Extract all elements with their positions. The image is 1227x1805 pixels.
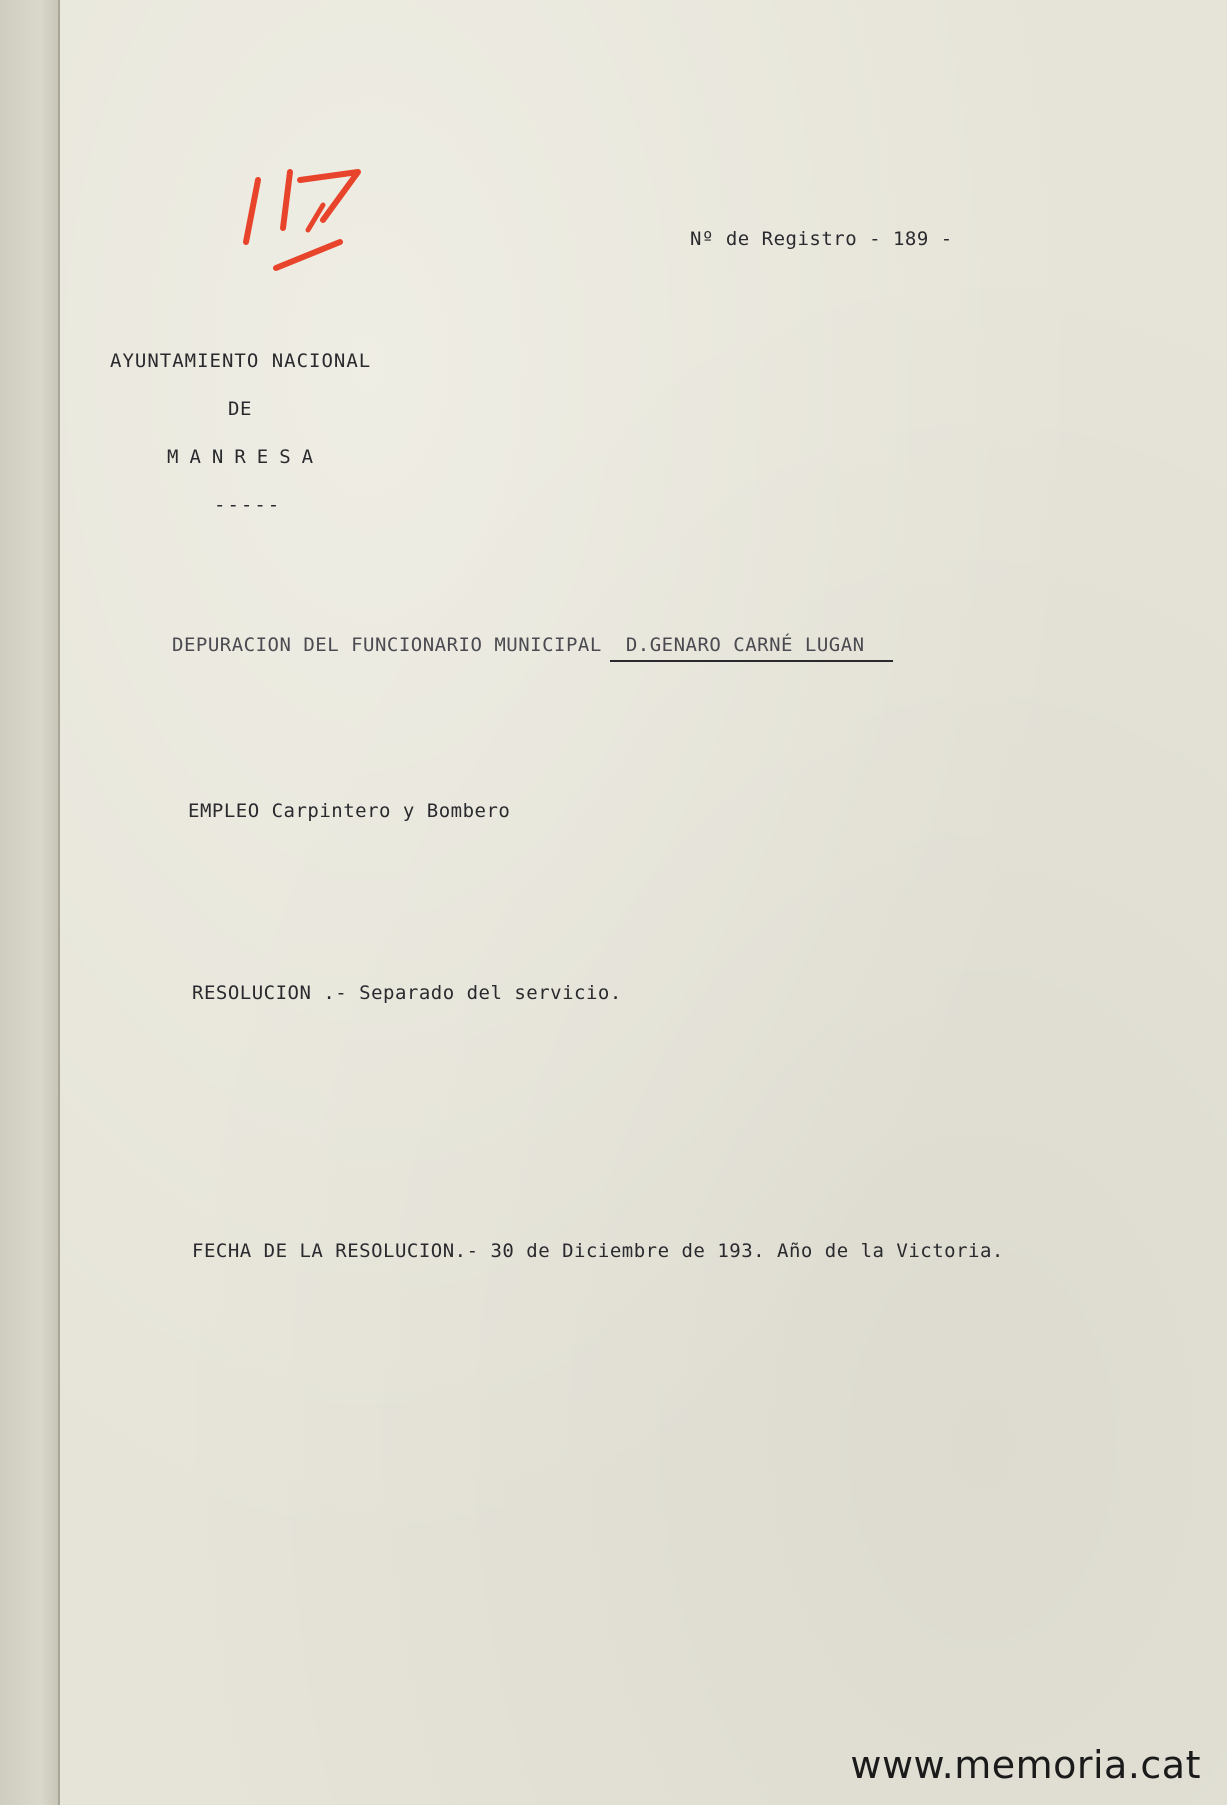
- fold-line: [58, 0, 60, 1805]
- org-line-dashes: -----: [214, 494, 282, 516]
- org-line-manresa: MANRESA: [167, 446, 325, 468]
- funcionario-name: D.GENARO CARNÉ LUGAN: [610, 634, 893, 662]
- depuracion-line: [172, 634, 893, 662]
- org-line-de: DE: [228, 398, 252, 420]
- resolucion-line: RESOLUCION .- Separado del servicio.: [192, 982, 622, 1004]
- source-watermark: www.memoria.cat: [850, 1743, 1201, 1787]
- depuracion-label: DEPURACION DEL FUNCIONARIO MUNICIPAL: [172, 634, 602, 656]
- org-line-ayuntamiento: AYUNTAMIENTO NACIONAL: [110, 350, 372, 372]
- folio-number-handwritten: [228, 150, 368, 280]
- fecha-resolucion-line: FECHA DE LA RESOLUCION.- 30 de Diciembre de 193. Año de la Victoria.: [192, 1240, 1004, 1262]
- binding-margin: [0, 0, 58, 1805]
- empleo-line: EMPLEO Carpintero y Bombero: [188, 800, 511, 822]
- registro-number: Nº de Registro - 189 -: [690, 228, 953, 250]
